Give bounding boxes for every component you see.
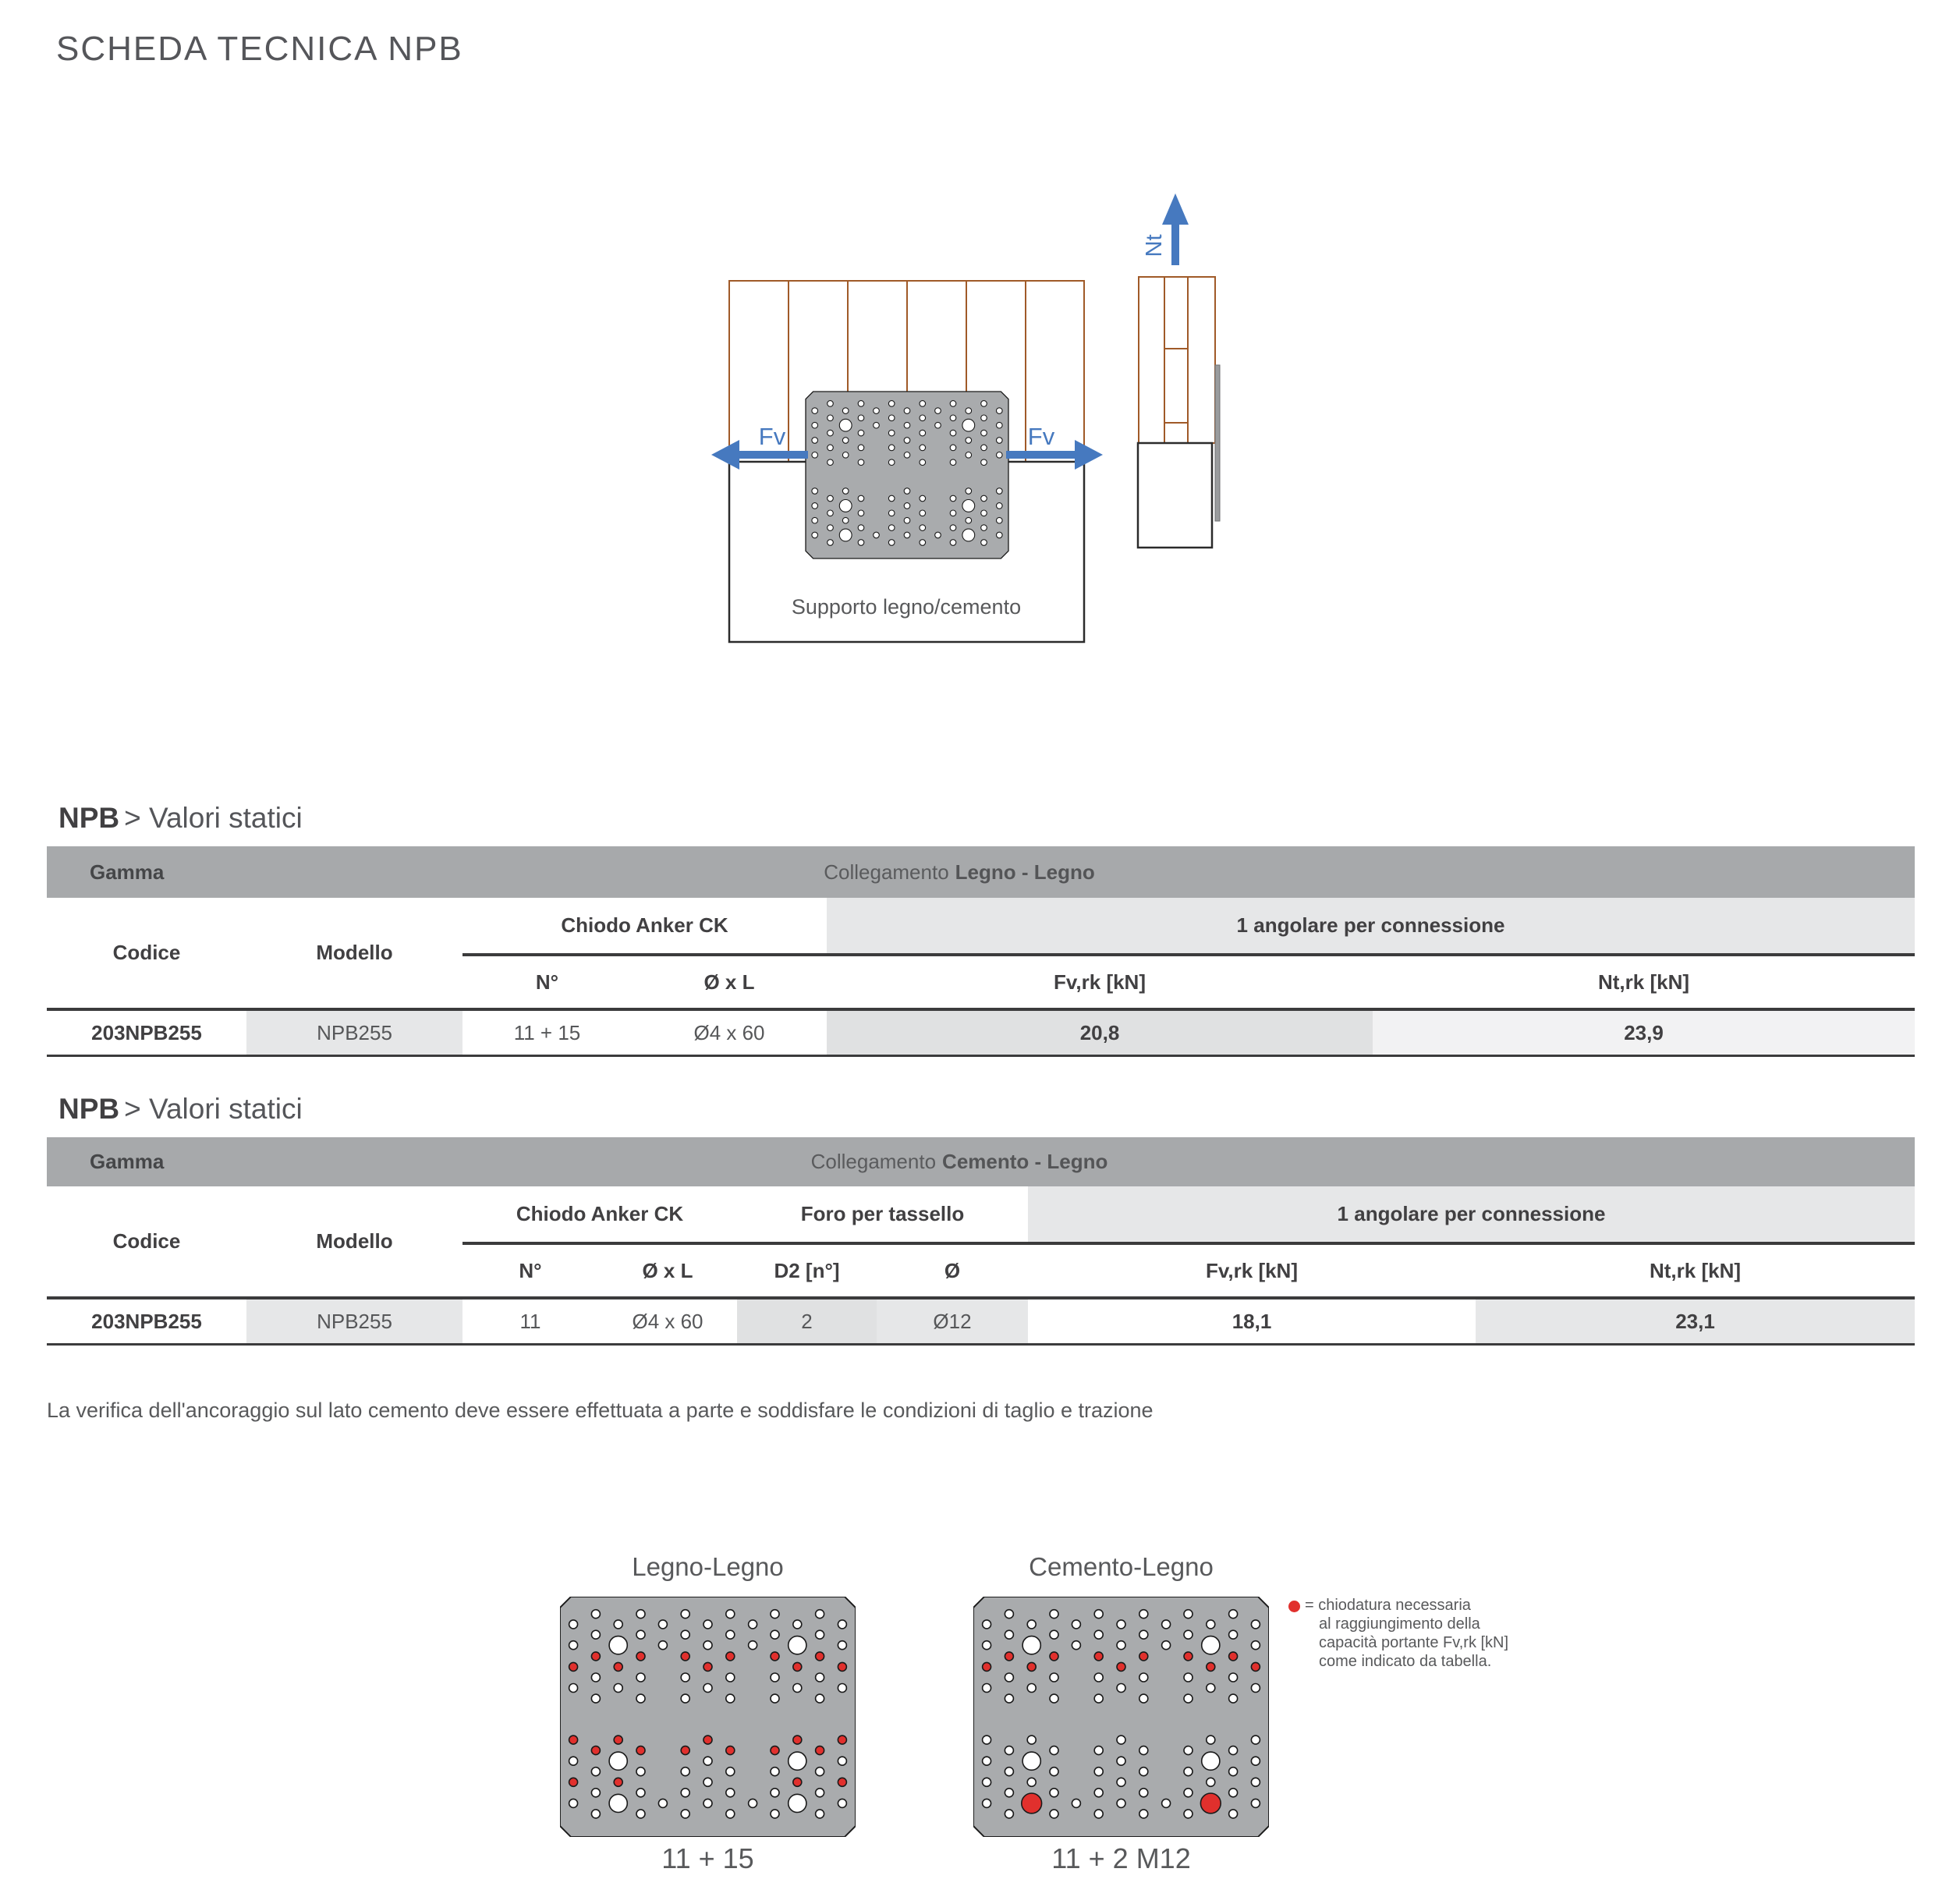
value-ntrk: 23,9 xyxy=(1373,1011,1915,1055)
cemento-legno-title: Cemento-Legno xyxy=(1029,1552,1214,1581)
value-ntrk: 23,1 xyxy=(1476,1299,1915,1343)
col-ntrk: Nt,rk [kN] xyxy=(1649,1258,1741,1282)
anchorage-note: La verifica dell'ancoraggio sul lato cemento deve essere effettuata a parte e soddisfare le condizioni di taglio e trazione xyxy=(47,1399,1154,1422)
support-label: Supporto legno/cemento xyxy=(791,595,1022,619)
legno-legno-title: Legno-Legno xyxy=(632,1552,784,1581)
group-foro-tassello: Foro per tassello xyxy=(800,1202,965,1225)
value-diam: Ø12 xyxy=(877,1299,1028,1343)
section-heading-1: NPB > Valori statici xyxy=(58,802,303,834)
value-dxl: Ø4 x 60 xyxy=(693,1020,765,1044)
legend-line: = chiodatura necessaria xyxy=(1305,1597,1471,1614)
legend xyxy=(1305,1596,1586,1671)
col-modello: Modello xyxy=(316,941,393,964)
side-view-plate-edge xyxy=(1215,365,1220,521)
col-fvrk: Fv,rk [kN] xyxy=(1054,970,1146,994)
group-angolare: 1 angolare per connessione xyxy=(827,898,1915,953)
fv-label-left: Fv xyxy=(758,423,786,450)
value-modello: NPB255 xyxy=(246,1299,462,1343)
value-d2: 2 xyxy=(737,1299,877,1343)
page-title: SCHEDA TECNICA NPB xyxy=(56,30,463,68)
col-d2: D2 [n°] xyxy=(774,1258,840,1282)
value-codice: 203NPB255 xyxy=(91,1309,202,1333)
fv-label-right: Fv xyxy=(1027,423,1055,450)
group-chiodo-anker: Chiodo Anker CK xyxy=(516,1202,684,1225)
collegamento-label: Collegamento Cemento - Legno xyxy=(810,1150,1108,1173)
legend-line: come indicato da tabella. xyxy=(1319,1653,1492,1670)
legend-line: al raggiungimento della xyxy=(1319,1615,1480,1633)
col-ntrk: Nt,rk [kN] xyxy=(1597,970,1689,994)
section-heading-2: NPB > Valori statici xyxy=(58,1093,303,1125)
col-n: N° xyxy=(519,1258,542,1282)
legend-line: capacità portante Fv,rk [kN] xyxy=(1319,1634,1509,1651)
col-dxl: Ø x L xyxy=(642,1258,693,1282)
value-n: 11 + 15 xyxy=(513,1020,581,1044)
col-codice: Codice xyxy=(112,1229,181,1253)
col-codice: Codice xyxy=(112,941,181,964)
front-view-plate xyxy=(806,392,1008,558)
group-angolare: 1 angolare per connessione xyxy=(1028,1186,1915,1242)
value-fvrk: 20,8 xyxy=(827,1011,1373,1055)
cemento-legno-caption: 11 + 2 M12 xyxy=(1051,1842,1191,1874)
side-view-support xyxy=(1138,443,1212,548)
col-dxl: Ø x L xyxy=(703,970,755,994)
col-n: N° xyxy=(535,970,559,994)
divider xyxy=(47,1343,1915,1346)
installation-diagram xyxy=(694,187,1240,671)
divider xyxy=(47,1055,1915,1057)
legno-legno-caption: 11 + 15 xyxy=(661,1842,754,1874)
value-codice: 203NPB255 xyxy=(91,1020,202,1044)
red-dot-icon xyxy=(1288,1601,1300,1612)
table-legno-legno xyxy=(47,846,1915,1057)
col-fvrk: Fv,rk [kN] xyxy=(1206,1258,1298,1282)
col-modello: Modello xyxy=(316,1229,393,1253)
table-cemento-legno xyxy=(47,1137,1915,1346)
value-dxl: Ø4 x 60 xyxy=(632,1309,703,1333)
value-n: 11 xyxy=(519,1309,541,1333)
cemento-legno-plate xyxy=(973,1597,1269,1837)
col-gamma: Gamma xyxy=(90,1150,165,1173)
group-chiodo-anker: Chiodo Anker CK xyxy=(561,913,728,937)
side-view-planks xyxy=(1139,277,1215,443)
collegamento-label: Collegamento Legno - Legno xyxy=(824,860,1095,884)
col-diam: Ø xyxy=(944,1258,961,1282)
value-modello: NPB255 xyxy=(246,1011,462,1055)
legno-legno-plate xyxy=(560,1597,856,1837)
col-gamma: Gamma xyxy=(90,860,165,884)
value-fvrk: 18,1 xyxy=(1232,1309,1272,1333)
nt-label: Nt xyxy=(1142,234,1167,257)
